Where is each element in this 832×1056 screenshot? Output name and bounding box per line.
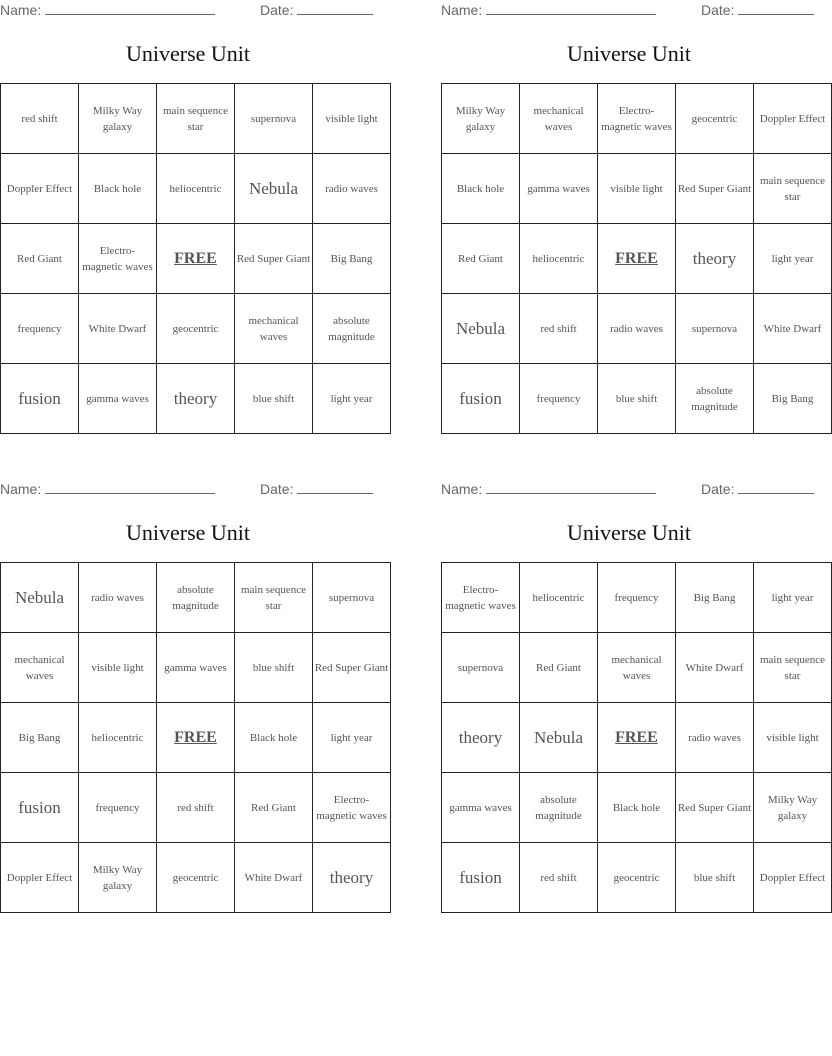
grid-row <box>1 703 391 773</box>
bingo-cell[interactable]: Red Super Giant <box>313 633 391 703</box>
grid-row <box>1 843 391 913</box>
date-line <box>260 481 373 499</box>
bingo-cell[interactable]: frequency <box>1 294 79 364</box>
grid-row <box>442 154 832 224</box>
free-space-cell[interactable]: FREE <box>598 703 676 773</box>
bingo-cell[interactable]: absolute magnitude <box>157 563 235 633</box>
card-title: Universe Unit <box>125 520 251 545</box>
grid-row <box>1 154 391 224</box>
bingo-cell[interactable]: supernova <box>313 563 391 633</box>
card-title: Universe Unit <box>566 41 692 66</box>
date-line <box>701 2 814 20</box>
bingo-cell[interactable]: Red Giant <box>235 773 313 843</box>
bingo-cell[interactable]: gamma waves <box>157 633 235 703</box>
bingo-cell[interactable]: frequency <box>520 364 598 434</box>
bingo-cell[interactable]: frequency <box>79 773 157 843</box>
date-line <box>260 2 373 20</box>
bingo-cell[interactable]: Nebula <box>442 294 520 364</box>
grid-row <box>1 563 391 633</box>
bingo-cell[interactable]: Milky Way galaxy <box>754 773 832 843</box>
bingo-cell[interactable]: Big Bang <box>676 563 754 633</box>
bingo-cell[interactable]: geocentric <box>157 843 235 913</box>
grid-row <box>442 633 832 703</box>
bingo-cell[interactable]: supernova <box>676 294 754 364</box>
bingo-cell[interactable]: absolute magnitude <box>676 364 754 434</box>
bingo-cell[interactable]: visible light <box>79 633 157 703</box>
bingo-cell[interactable]: radio waves <box>598 294 676 364</box>
card-title: Universe Unit <box>566 520 692 545</box>
date-blank[interactable] <box>297 2 373 15</box>
bingo-cell[interactable]: Black hole <box>598 773 676 843</box>
bingo-cell[interactable]: theory <box>157 364 235 434</box>
bingo-cell[interactable]: Black hole <box>442 154 520 224</box>
name-line <box>441 481 656 499</box>
name-blank[interactable] <box>45 481 215 494</box>
name-blank[interactable] <box>45 2 215 15</box>
bingo-cell[interactable]: Big Bang <box>313 224 391 294</box>
grid-row <box>1 84 391 154</box>
bingo-cell[interactable]: Black hole <box>79 154 157 224</box>
bingo-cell[interactable]: main sequence star <box>754 633 832 703</box>
bingo-cell[interactable]: theory <box>442 703 520 773</box>
bingo-grid <box>0 562 391 913</box>
bingo-cell[interactable]: theory <box>676 224 754 294</box>
grid-row <box>442 703 832 773</box>
grid-row <box>442 563 832 633</box>
date-blank[interactable] <box>738 2 814 15</box>
bingo-card-3 <box>0 479 389 919</box>
date-blank[interactable] <box>297 481 373 494</box>
bingo-cell[interactable]: blue shift <box>235 364 313 434</box>
date-label: Date: <box>701 2 735 18</box>
date-label: Date: <box>260 2 294 18</box>
bingo-cell[interactable]: radio waves <box>79 563 157 633</box>
bingo-cell[interactable]: Red Giant <box>1 224 79 294</box>
bingo-cell[interactable]: Doppler Effect <box>1 154 79 224</box>
bingo-cell[interactable]: blue shift <box>598 364 676 434</box>
bingo-cell[interactable]: mechanical waves <box>520 84 598 154</box>
name-label: Name: <box>441 481 483 497</box>
bingo-cell[interactable]: Electro-magnetic waves <box>598 84 676 154</box>
free-space-cell[interactable]: FREE <box>157 703 235 773</box>
bingo-cell[interactable]: Electro-magnetic waves <box>442 563 520 633</box>
bingo-cell[interactable]: mechanical waves <box>235 294 313 364</box>
bingo-cell[interactable]: Electro-magnetic waves <box>79 224 157 294</box>
bingo-cell[interactable]: supernova <box>235 84 313 154</box>
bingo-cell[interactable]: visible light <box>313 84 391 154</box>
bingo-cell[interactable]: visible light <box>598 154 676 224</box>
bingo-cell[interactable]: Nebula <box>1 563 79 633</box>
bingo-cell[interactable]: Milky Way galaxy <box>442 84 520 154</box>
bingo-card-4 <box>441 479 826 919</box>
bingo-cell[interactable]: mechanical waves <box>1 633 79 703</box>
bingo-cell[interactable]: Red Super Giant <box>676 773 754 843</box>
name-blank[interactable] <box>486 481 656 494</box>
name-label: Name: <box>0 2 42 18</box>
bingo-cell[interactable]: heliocentric <box>520 563 598 633</box>
bingo-grid <box>0 83 391 434</box>
bingo-cell[interactable]: gamma waves <box>520 154 598 224</box>
grid-row <box>442 773 832 843</box>
bingo-cell[interactable]: Red Super Giant <box>235 224 313 294</box>
grid-row <box>1 294 391 364</box>
bingo-cell[interactable]: geocentric <box>676 84 754 154</box>
bingo-cell[interactable]: red shift <box>520 294 598 364</box>
grid-row <box>442 84 832 154</box>
bingo-cell[interactable]: geocentric <box>157 294 235 364</box>
bingo-cell[interactable]: fusion <box>1 773 79 843</box>
name-line <box>441 2 656 20</box>
bingo-cell[interactable]: gamma waves <box>442 773 520 843</box>
bingo-cell[interactable]: Doppler Effect <box>754 84 832 154</box>
bingo-cell[interactable]: fusion <box>1 364 79 434</box>
bingo-cell[interactable]: supernova <box>442 633 520 703</box>
bingo-cell[interactable]: main sequence star <box>235 563 313 633</box>
bingo-cell[interactable]: Big Bang <box>1 703 79 773</box>
bingo-cell[interactable]: absolute magnitude <box>520 773 598 843</box>
bingo-cell[interactable]: Nebula <box>520 703 598 773</box>
bingo-cell[interactable]: main sequence star <box>754 154 832 224</box>
bingo-cell[interactable]: White Dwarf <box>676 633 754 703</box>
bingo-cell[interactable]: light year <box>313 703 391 773</box>
free-space-cell[interactable]: FREE <box>157 224 235 294</box>
card-title: Universe Unit <box>125 41 251 66</box>
grid-row <box>1 364 391 434</box>
grid-row <box>442 294 832 364</box>
date-line <box>701 481 814 499</box>
bingo-card-2 <box>441 0 826 440</box>
name-line <box>0 481 215 499</box>
bingo-cell[interactable]: Black hole <box>235 703 313 773</box>
bingo-cell[interactable]: red shift <box>157 773 235 843</box>
bingo-cell[interactable]: Red Super Giant <box>676 154 754 224</box>
name-line <box>0 2 215 20</box>
bingo-cell[interactable]: gamma waves <box>79 364 157 434</box>
bingo-cell[interactable]: Nebula <box>235 154 313 224</box>
bingo-cell[interactable]: absolute magnitude <box>313 294 391 364</box>
bingo-card-1 <box>0 0 376 440</box>
bingo-cell[interactable]: blue shift <box>235 633 313 703</box>
bingo-cell[interactable]: fusion <box>442 843 520 913</box>
date-label: Date: <box>260 481 294 497</box>
bingo-cell[interactable]: White Dwarf <box>235 843 313 913</box>
bingo-grid <box>441 83 832 434</box>
bingo-grid <box>441 562 832 913</box>
bingo-cell[interactable]: Electro-magnetic waves <box>313 773 391 843</box>
bingo-cell[interactable]: Doppler Effect <box>1 843 79 913</box>
bingo-cell[interactable]: light year <box>754 563 832 633</box>
bingo-cell[interactable]: red shift <box>1 84 79 154</box>
free-space-cell[interactable]: FREE <box>598 224 676 294</box>
grid-row <box>1 224 391 294</box>
name-label: Name: <box>441 2 483 18</box>
bingo-cell[interactable]: blue shift <box>676 843 754 913</box>
bingo-cell[interactable]: red shift <box>520 843 598 913</box>
bingo-cell[interactable]: Doppler Effect <box>754 843 832 913</box>
bingo-cell[interactable]: Milky Way galaxy <box>79 84 157 154</box>
bingo-cell[interactable]: heliocentric <box>520 224 598 294</box>
bingo-cell[interactable]: theory <box>313 843 391 913</box>
date-blank[interactable] <box>738 481 814 494</box>
date-label: Date: <box>701 481 735 497</box>
bingo-cell[interactable]: geocentric <box>598 843 676 913</box>
bingo-cell[interactable]: White Dwarf <box>79 294 157 364</box>
grid-row <box>442 843 832 913</box>
bingo-cell[interactable]: heliocentric <box>157 154 235 224</box>
bingo-cell[interactable]: main sequence star <box>157 84 235 154</box>
name-blank[interactable] <box>486 2 656 15</box>
name-label: Name: <box>0 481 42 497</box>
bingo-cell[interactable]: visible light <box>754 703 832 773</box>
bingo-cell[interactable]: radio waves <box>313 154 391 224</box>
bingo-cell[interactable]: radio waves <box>676 703 754 773</box>
bingo-cell[interactable]: frequency <box>598 563 676 633</box>
bingo-cell[interactable]: light year <box>313 364 391 434</box>
bingo-cell[interactable]: Red Giant <box>442 224 520 294</box>
bingo-cell[interactable]: Red Giant <box>520 633 598 703</box>
grid-row <box>442 224 832 294</box>
grid-row <box>1 773 391 843</box>
bingo-cell[interactable]: light year <box>754 224 832 294</box>
bingo-cell[interactable]: Big Bang <box>754 364 832 434</box>
bingo-cell[interactable]: fusion <box>442 364 520 434</box>
bingo-cell[interactable]: Milky Way galaxy <box>79 843 157 913</box>
bingo-cell[interactable]: mechanical waves <box>598 633 676 703</box>
grid-row <box>442 364 832 434</box>
bingo-cell[interactable]: heliocentric <box>79 703 157 773</box>
bingo-cell[interactable]: White Dwarf <box>754 294 832 364</box>
grid-row <box>1 633 391 703</box>
